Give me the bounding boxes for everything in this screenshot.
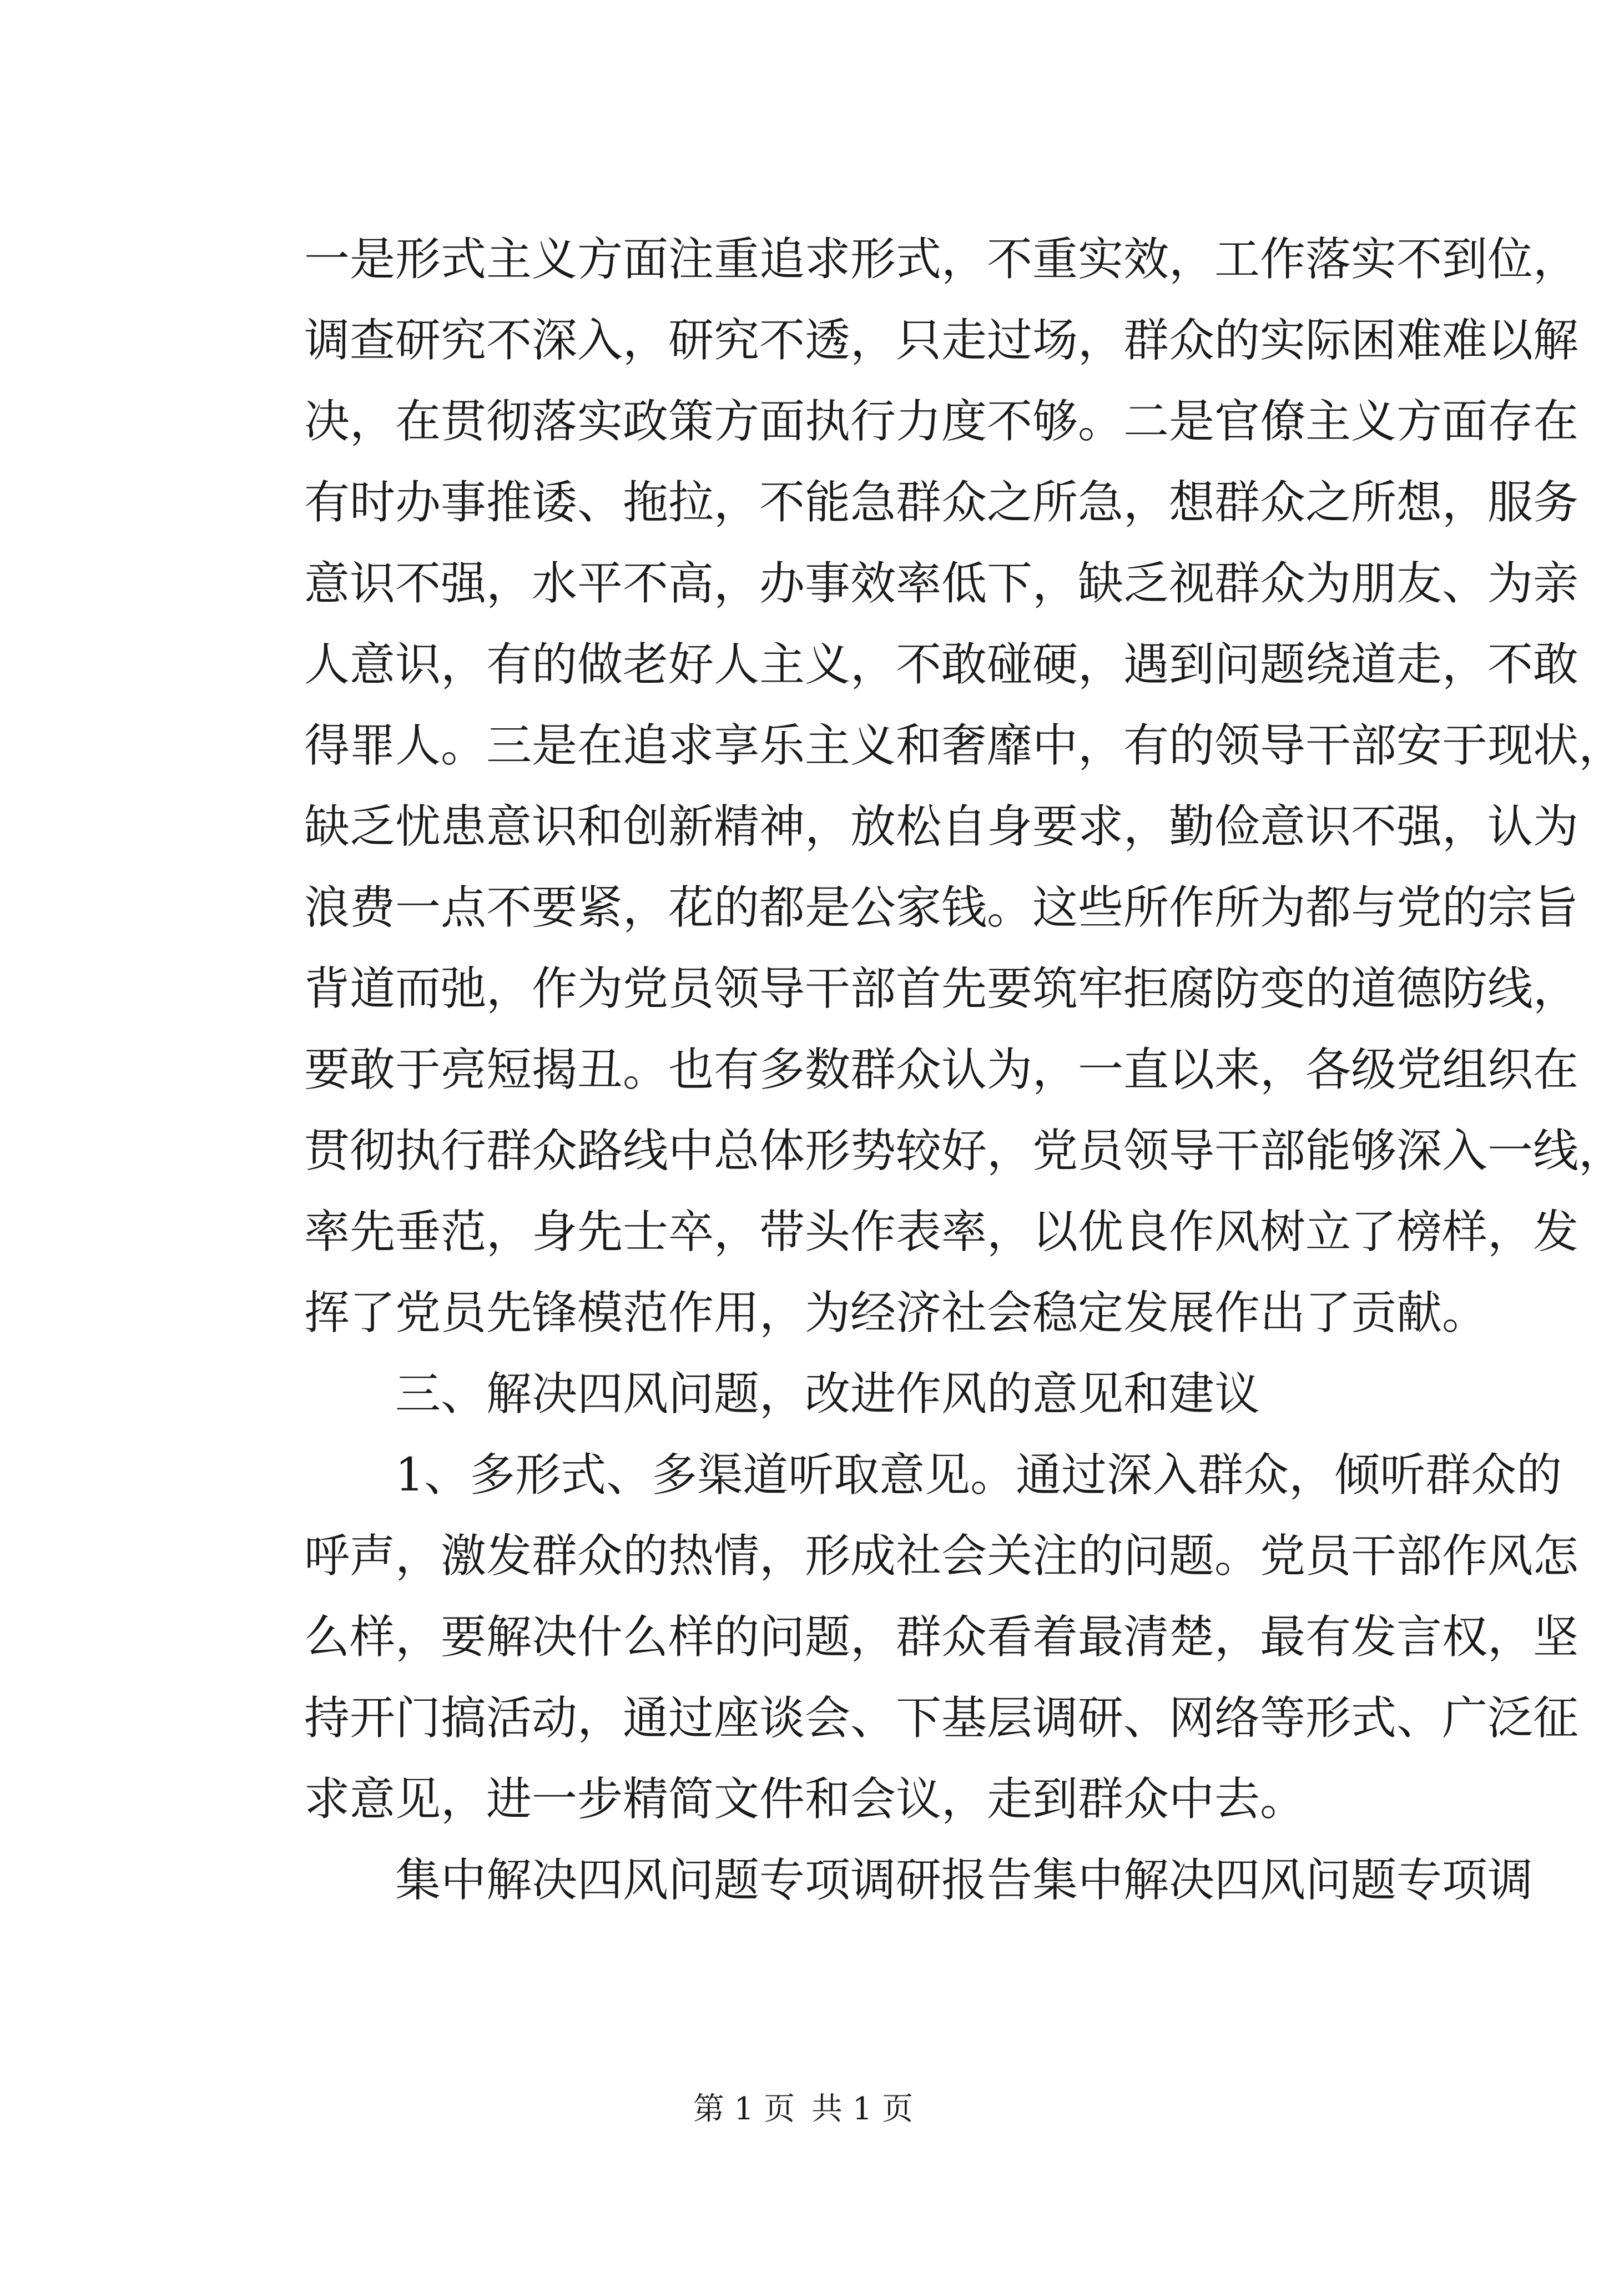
text-line: 1、多形式、多渠道听取意见。通过深入群众，倾听群众的 xyxy=(395,1449,1562,1502)
section-heading: 三、解决四风问题，改进作风的意见和建议 xyxy=(395,1368,1260,1420)
page-number: 第 1 页 xyxy=(693,2091,795,2127)
text-line: 背道而弛，作为党员领导干部首先要筑牢拒腐防变的道德防线， xyxy=(304,963,1579,1015)
text-line: 贯彻执行群众路线中总体形势较好，党员领导干部能够深入一线， xyxy=(304,1125,1624,1177)
text-line: 持开门搞活动，通过座谈会、下基层调研、网络等形式、广泛征 xyxy=(304,1692,1579,1745)
page-total: 共 1 页 xyxy=(811,2091,914,2127)
text-line: 调查研究不深入，研究不透，只走过场，群众的实际困难难以解 xyxy=(304,314,1579,367)
text-line: 有时办事推诿、拖拉，不能急群众之所急，想群众之所想，服务 xyxy=(304,476,1579,529)
text-line: 意识不强，水平不高，办事效率低下，缺乏视群众为朋友、为亲 xyxy=(304,557,1579,610)
text-line: 集中解决四风问题专项调研报告集中解决四风问题专项调 xyxy=(395,1854,1534,1907)
text-line: 求意见，进一步精简文件和会议，走到群众中去。 xyxy=(304,1773,1306,1826)
text-line: 率先垂范，身先士卒，带头作表率，以优良作风树立了榜样，发 xyxy=(304,1206,1579,1258)
text-line: 浪费一点不要紧，花的都是公家钱。这些所作所为都与党的宗旨 xyxy=(304,881,1579,934)
text-line: 么样，要解决什么样的问题，群众看着最清楚，最有发言权，坚 xyxy=(304,1611,1579,1664)
text-line: 要敢于亮短揭丑。也有多数群众认为，一直以来，各级党组织在 xyxy=(304,1044,1579,1096)
text-line: 得罪人。三是在追求享乐主义和奢靡中，有的领导干部安于现状， xyxy=(304,719,1624,772)
text-line: 一是形式主义方面注重追求形式，不重实效，工作落实不到位， xyxy=(304,233,1579,286)
text-line: 挥了党员先锋模范作用，为经济社会稳定发展作出了贡献。 xyxy=(304,1287,1488,1339)
body-text xyxy=(304,219,1624,1921)
text-line: 人意识，有的做老好人主义，不敢碰硬，遇到问题绕道走，不敢 xyxy=(304,638,1579,691)
text-line: 缺乏忧患意识和创新精神，放松自身要求，勤俭意识不强，认为 xyxy=(304,800,1579,853)
text-line: 决，在贯彻落实政策方面执行力度不够。二是官僚主义方面存在 xyxy=(304,395,1579,448)
text-line: 呼声，激发群众的热情，形成社会关注的问题。党员干部作风怎 xyxy=(304,1530,1579,1583)
page-footer xyxy=(0,2087,1606,2132)
